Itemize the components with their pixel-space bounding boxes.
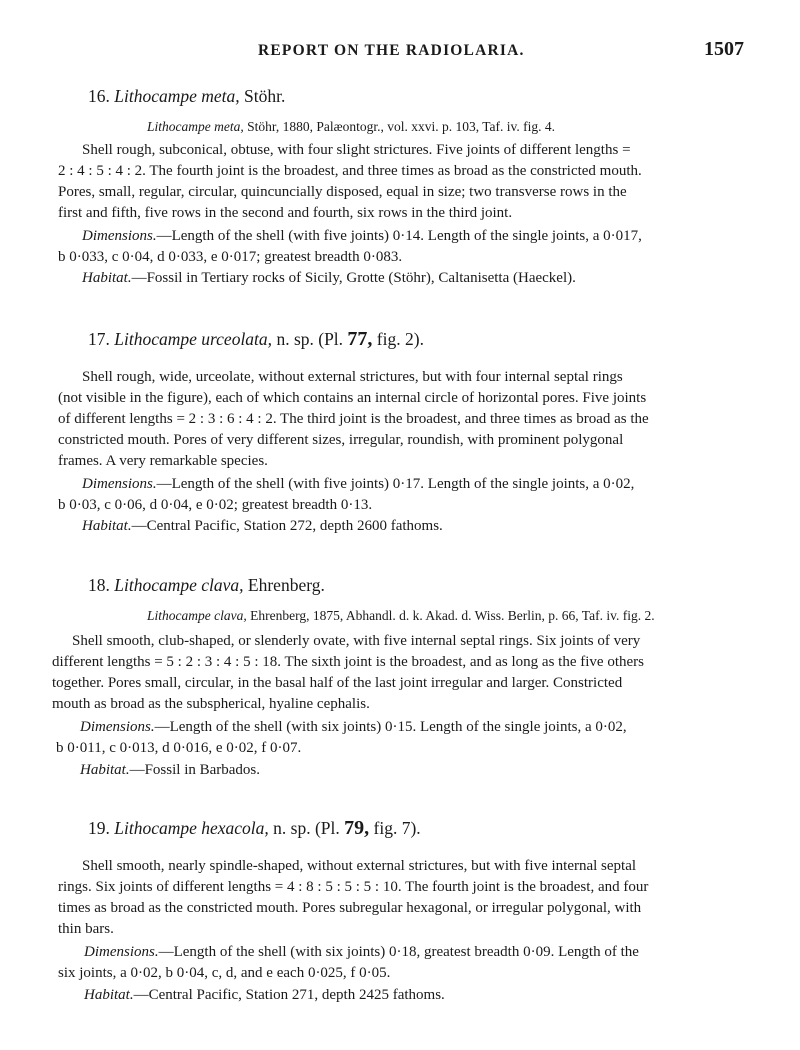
text-line: times as broad as the constricted mouth. Pores subregular hexagonal, or irregular polygonal, with <box>58 900 642 916</box>
species-heading <box>88 575 325 596</box>
text-line: Pores, small, regular, circular, quincuncially disposed, equal in size; two transverse rows in the <box>58 184 627 200</box>
dimensions-text: —Length of the shell (with five joints) 0·14. Length of the single joints, a 0·017, <box>156 228 642 244</box>
text-line: Shell smooth, nearly spindle-shaped, without external strictures, but with five internal septal <box>82 858 637 874</box>
species-heading <box>88 817 421 840</box>
habitat-label: Habitat. <box>80 762 130 778</box>
plate-number: 79, <box>344 817 370 839</box>
dimensions-text: six joints, a 0·02, b 0·04, c, d, and e each 0·025, f 0·05. <box>58 965 391 981</box>
text-line: (not visible in the figure), each of which contains an internal circle of horizontal pores. Five joints <box>58 390 647 406</box>
synonymy-reference: Ehrenberg, 1875, Abhandl. d. k. Akad. d. Wiss. Berlin, p. 66, Taf. iv. fig. 2. <box>250 608 655 623</box>
species-author: n. sp. (Pl. <box>273 818 340 838</box>
dimensions-text: b 0·011, c 0·013, d 0·016, e 0·02, f 0·07. <box>56 740 302 756</box>
habitat <box>82 518 443 535</box>
synonymy-name: Lithocampe clava, <box>147 608 247 623</box>
text-line: together. Pores small, circular, in the basal half of the last joint irregular and larger. Constricted <box>52 675 623 691</box>
dimensions-label: Dimensions. <box>80 719 155 735</box>
synonymy-name: Lithocampe meta, <box>147 119 244 134</box>
habitat-label: Habitat. <box>84 987 134 1003</box>
species-author: Stöhr. <box>244 86 286 106</box>
text-line: mouth as broad as the subspherical, hyaline cephalis. <box>52 696 370 712</box>
text-line: 2 : 4 : 5 : 4 : 2. The fourth joint is the broadest, and three times as broad as the constricted mouth. <box>58 163 642 179</box>
species-number: 16. <box>88 86 110 106</box>
habitat-text: —Fossil in Tertiary rocks of Sicily, Grotte (Stöhr), Caltanisetta (Haeckel). <box>131 270 576 286</box>
text-line: Shell smooth, club-shaped, or slenderly ovate, with five internal septal rings. Six joints of very <box>72 633 641 649</box>
text-line: first and fifth, five rows in the second and fourth, six rows in the third joint. <box>58 205 513 221</box>
habitat-text: —Central Pacific, Station 271, depth 2425 fathoms. <box>133 987 445 1003</box>
species-author: n. sp. (Pl. <box>276 329 344 349</box>
dimensions-text: b 0·03, c 0·06, d 0·04, e 0·02; greatest breadth 0·13. <box>58 497 373 513</box>
habitat <box>82 270 576 287</box>
text-line: of different lengths = 2 : 3 : 6 : 4 : 2. The third joint is the broadest, and three times as broad as the <box>58 411 649 427</box>
text-line: frames. A very remarkable species. <box>58 453 268 469</box>
species-name: Lithocampe meta, <box>114 86 240 106</box>
page-header <box>0 38 800 62</box>
species-name: Lithocampe clava, <box>114 575 244 595</box>
habitat-text: —Fossil in Barbados. <box>129 762 261 778</box>
text-line: rings. Six joints of different lengths = 4 : 8 : 5 : 5 : 5 : 10. The fourth joint is the broadest, and four <box>58 879 649 895</box>
plate-number: 77, <box>347 328 373 350</box>
species-name: Lithocampe hexacola, <box>114 818 269 838</box>
species-heading <box>88 86 285 107</box>
running-title: REPORT ON THE RADIOLARIA. <box>258 42 525 59</box>
habitat-text: —Central Pacific, Station 272, depth 2600 fathoms. <box>131 518 443 534</box>
species-heading <box>88 328 424 351</box>
species-number: 17. <box>88 329 110 349</box>
habitat <box>80 762 260 779</box>
species-name: Lithocampe urceolata, <box>114 329 273 349</box>
habitat <box>84 987 445 1004</box>
dimensions-text: —Length of the shell (with five joints) 0·17. Length of the single joints, a 0·02, <box>156 476 635 492</box>
dimensions-text: —Length of the shell (with six joints) 0·15. Length of the single joints, a 0·02, <box>154 719 627 735</box>
page-number: 1507 <box>704 38 744 60</box>
dimensions-label: Dimensions. <box>82 228 157 244</box>
habitat-label: Habitat. <box>82 270 132 286</box>
figure-reference: fig. 7). <box>373 818 421 838</box>
text-line: Shell rough, subconical, obtuse, with four slight strictures. Five joints of different lengths = <box>82 142 631 158</box>
dimensions-text: —Length of the shell (with six joints) 0·18, greatest breadth 0·09. Length of the <box>158 944 639 960</box>
text-line: thin bars. <box>58 921 114 937</box>
text-line: Shell rough, wide, urceolate, without external strictures, but with four internal septal rings <box>82 369 623 385</box>
figure-reference: fig. 2). <box>376 329 424 349</box>
species-number: 19. <box>88 818 110 838</box>
habitat-label: Habitat. <box>82 518 132 534</box>
dimensions-label: Dimensions. <box>82 476 157 492</box>
text-line: different lengths = 5 : 2 : 3 : 4 : 5 : 18. The sixth joint is the broadest, and as long as the five others <box>52 654 644 670</box>
species-author: Ehrenberg. <box>247 575 325 595</box>
dimensions-label: Dimensions. <box>84 944 159 960</box>
text-line: constricted mouth. Pores of very different sizes, irregular, roundish, with prominent polygonal <box>58 432 624 448</box>
synonymy-reference: Stöhr, 1880, Palæontogr., vol. xxvi. p. 103, Taf. iv. fig. 4. <box>247 119 556 134</box>
dimensions-text: b 0·033, c 0·04, d 0·033, e 0·017; greatest breadth 0·083. <box>58 249 403 265</box>
species-number: 18. <box>88 575 110 595</box>
